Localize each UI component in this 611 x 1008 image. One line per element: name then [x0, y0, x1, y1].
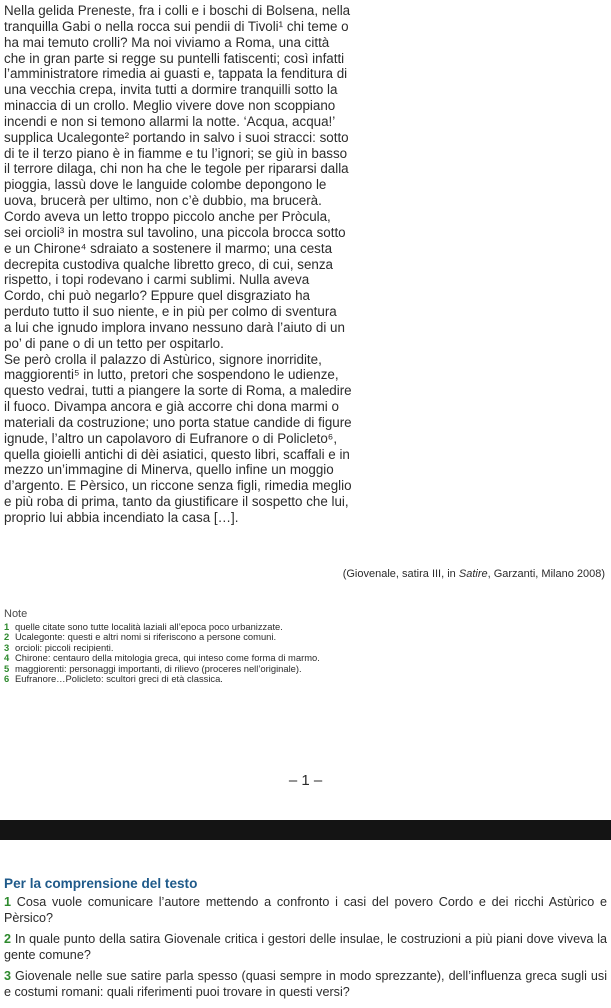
- text-line: ignude, l’altro un capolavoro di Eufranore o di Policleto⁶,: [4, 430, 338, 446]
- page-number: – 1 –: [288, 772, 323, 789]
- text-line: maggiorenti⁵ in lutto, pretori che sospendono le udienze,: [4, 367, 339, 383]
- question-number: 3: [4, 969, 12, 984]
- note-number: 3: [4, 641, 10, 653]
- text-line: che in gran parte si regge su puntelli fatiscenti; così infatti: [4, 50, 345, 66]
- text-line: Se però crolla il palazzo di Astùrico, signore inorridite,: [4, 351, 322, 367]
- note-number: 2: [4, 631, 10, 643]
- question-number: 1: [4, 895, 12, 909]
- text-line: il fuoco. Divampa ancora e già accorre chi dona marmi o: [4, 399, 339, 415]
- question-item: [4, 969, 607, 1000]
- note-text: quelle citate sono tutte località laziali all’epoca poco urbanizzate.: [15, 621, 283, 632]
- text-line: pioggia, lassù dove le languide colombe depongono le: [4, 177, 327, 193]
- satire-text: [4, 3, 604, 526]
- note-text: Ucalegonte: questi e altri nomi si riferiscono a persone comuni.: [15, 631, 277, 643]
- text-line: rispetto, i topi rodevano i carmi sublimi. Nulla aveva: [4, 272, 310, 288]
- note-number: 6: [4, 673, 10, 685]
- question-item: [4, 895, 607, 926]
- question-text: Cosa vuole comunicare l’autore mettendo a confronto i casi del povero Cordo e dei ricchi Astùrico e Pèrsico?: [4, 895, 607, 925]
- text-line: e più roba di prima, tanto da giustificare il sospetto che lui,: [4, 494, 349, 510]
- text-line: uova, brucerà per ultimo, non c’è dubbio, ma brucerà.: [4, 193, 322, 209]
- text-line: perduto tutto il suo niente, e in più per colmo di sventura: [4, 304, 337, 320]
- question-text: Giovenale nelle sue satire parla spesso (quasi sempre in modo sprezzante), dell’influenza greca sugli usi e costumi romani: quali riferimenti puoi trovare in questi versi?: [4, 969, 607, 999]
- text-line: tranquilla Gabi o nella rocca sui pendii di Tivoli¹ chi teme o: [4, 18, 349, 34]
- text-line: sei orcioli³ in mostra sul tavolino, una piccola brocca sotto: [4, 224, 346, 240]
- citation-prefix: (Giovenale, satira III, in: [342, 568, 459, 580]
- text-line: Nella gelida Preneste, fra i colli e i boschi di Bolsena, nella: [4, 3, 351, 18]
- text-line: il terrore dilaga, chi non ha che le tegole per ripararsi dalla: [4, 161, 349, 177]
- note-item: [4, 674, 604, 684]
- text-line: mezzo un’immagine di Minerva, quello infine un moggio: [4, 462, 334, 478]
- text-line: proprio lui abbia incendiato la casa […].: [4, 510, 239, 525]
- text-line: minaccia di un crollo. Meglio vivere dove non scoppiano: [4, 98, 336, 114]
- text-line: decrepita custodiva qualche libretto greco, di cui, senza: [4, 256, 334, 272]
- text-line: una vecchia crepa, invita tutti a dormire tranquilli sotto la: [4, 82, 338, 98]
- text-line: po’ di pane o di un tetto per ospitarlo.: [4, 335, 224, 351]
- text-line: materiali da costruzione; uno porta statue candide di figure: [4, 414, 352, 430]
- text-line: a lui che ignudo implora invano nessuno darà l’aiuto di un: [4, 319, 345, 335]
- note-text: orcioli: piccoli recipienti.: [15, 641, 114, 653]
- question-text: In quale punto della satira Giovenale critica i gestori delle insulae, le costruzioni a più piani dove viveva la gente comune?: [4, 932, 607, 962]
- text-line: e un Chirone⁴ sdraiato a sostenere il marmo; una cesta: [4, 240, 333, 256]
- text-line: incendi e non si temono allarmi la notte. ‘Acqua, acqua!’: [4, 113, 336, 129]
- text-line: questo vedrai, tutti a piangere la sorte di Roma, a maledire: [4, 383, 352, 399]
- text-line: d’argento. E Pèrsico, un riccone senza figli, rimedia meglio: [4, 478, 352, 494]
- note-number: 5: [4, 662, 10, 674]
- text-line: di te il terzo piano è in fiamme e tu l’ignori; se giù in basso: [4, 145, 348, 161]
- text-line: ha mai temuto crolli? Ma noi viviamo a Roma, una città: [4, 34, 330, 50]
- comprehension-questions: [4, 895, 607, 1007]
- note-number: 4: [4, 652, 10, 664]
- text-line: Cordo aveva un letto troppo piccolo anche per Pròcula,: [4, 208, 331, 224]
- text-line: quella gioielli antichi di dèi asiatici, questo libri, scaffali e in: [4, 446, 350, 462]
- question-number: 2: [4, 932, 12, 947]
- note-text: Eufranore…Policleto: scultori greci di età classica.: [15, 673, 223, 685]
- citation-work-title: Satire: [458, 568, 488, 580]
- note-text: maggiorenti: personaggi importanti, di rilievo (proceres nell’originale).: [15, 662, 302, 674]
- text-line: Cordo, chi può negarlo? Eppure quel disgraziato ha: [4, 288, 310, 304]
- page-divider: [0, 820, 611, 840]
- note-text: Chirone: centauro della mitologia greca, qui inteso come forma di marmo.: [15, 652, 320, 664]
- comprehension-title: Per la comprensione del testo: [4, 876, 198, 891]
- notes-section: [4, 608, 604, 684]
- text-line: l’amministratore rimedia ai guasti e, tappata la fenditura di: [4, 66, 348, 82]
- citation: [343, 568, 605, 580]
- notes-title: Note: [4, 608, 28, 620]
- page-two: [0, 840, 611, 1008]
- text-line: supplica Ucalegonte² portando in salvo i suoi stracci: sotto: [4, 129, 349, 145]
- citation-suffix: , Garzanti, Milano 2008): [487, 568, 605, 580]
- question-item: [4, 932, 607, 963]
- note-number: 1: [4, 621, 10, 632]
